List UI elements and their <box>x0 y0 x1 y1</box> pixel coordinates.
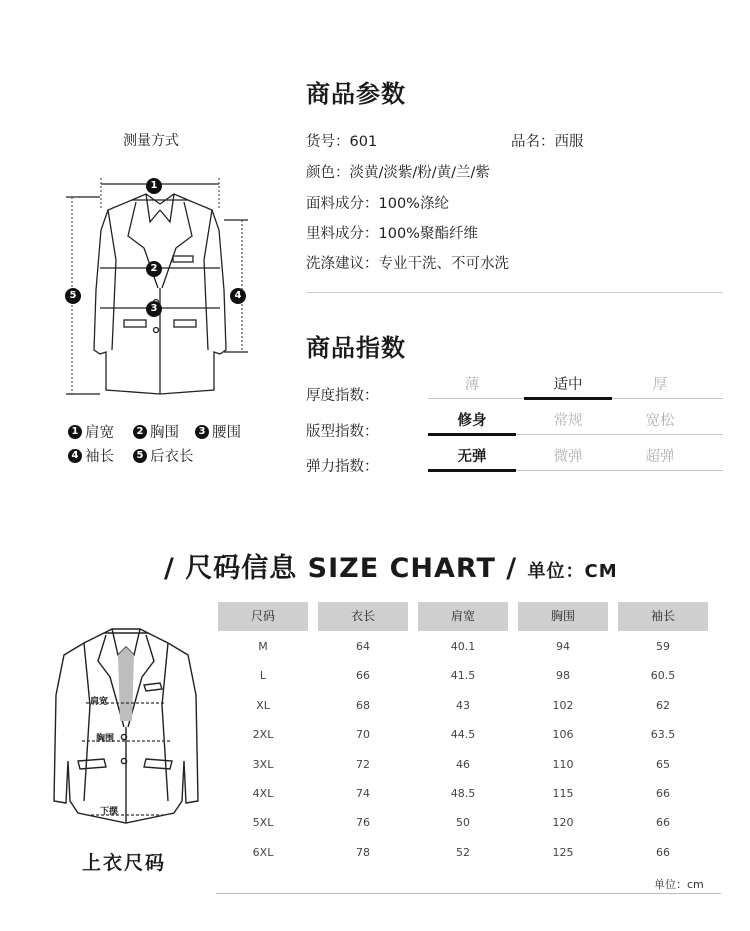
marker-chest: 2 <box>146 261 162 277</box>
item-fabric: 面料成分：100%涤纶 <box>306 196 449 212</box>
index-selected-bar <box>428 469 516 472</box>
table-cell: 66 <box>356 669 370 683</box>
legend-number: 5 <box>133 449 147 463</box>
item-number: 货号：601 <box>306 134 378 150</box>
table-header-cell: 衣长 <box>318 602 408 631</box>
index-title: 商品指数 <box>306 334 406 362</box>
marker-sleeve: 4 <box>230 288 246 304</box>
table-cell: 66 <box>656 845 670 859</box>
table-cell: 50 <box>456 816 470 830</box>
size-chart-title <box>164 546 618 585</box>
legend-item-back-length <box>133 445 194 466</box>
table-unit-note: 单位：cm <box>654 878 704 891</box>
table-cell: M <box>258 640 268 653</box>
jacket-label-chest: 胸围 <box>96 734 115 744</box>
table-cell: 98 <box>556 669 570 683</box>
legend-number: 1 <box>68 425 82 439</box>
legend-number: 3 <box>195 425 209 439</box>
index-option: 常规 <box>553 413 583 429</box>
legend-number: 4 <box>68 449 82 463</box>
index-label-stretch: 弹力指数： <box>306 459 379 475</box>
table-cell: 43 <box>456 698 470 712</box>
table-cell: 64 <box>356 640 370 653</box>
jacket-label-shoulder: 肩宽 <box>90 697 109 707</box>
table-cell: 40.1 <box>450 640 476 653</box>
table-cell: 66 <box>656 787 670 800</box>
table-cell: 115 <box>552 787 574 800</box>
measure-suit-illustration <box>60 170 260 405</box>
size-jacket-illustration <box>48 625 204 830</box>
jacket-caption: 上衣尺码 <box>82 852 167 874</box>
table-cell: 106 <box>552 728 574 742</box>
table-cell: 63.5 <box>650 728 676 742</box>
table-cell: 72 <box>356 757 370 771</box>
params-title: 商品参数 <box>306 80 406 108</box>
table-cell: 94 <box>556 640 570 653</box>
item-name: 品名：西服 <box>511 134 584 150</box>
legend-label: 袖长 <box>85 449 114 465</box>
index-selected-bar <box>428 433 516 436</box>
index-option: 修身 <box>457 413 487 429</box>
marker-shoulder: 1 <box>146 178 162 194</box>
table-cell: 125 <box>552 845 574 859</box>
table-cell: 102 <box>552 698 574 712</box>
table-bottom-rule <box>216 893 721 894</box>
legend-item-shoulder <box>68 421 114 442</box>
table-cell: 5XL <box>252 816 274 830</box>
table-cell: 70 <box>356 728 370 742</box>
measure-title: 测量方式 <box>123 133 179 149</box>
table-cell: 52 <box>456 845 470 859</box>
params-divider <box>306 292 723 293</box>
table-cell: 60.5 <box>650 669 676 683</box>
table-cell: 65 <box>656 757 670 771</box>
legend-label: 腰围 <box>212 425 241 441</box>
legend-item-waist <box>195 421 241 442</box>
legend-label: 后衣长 <box>150 449 194 465</box>
item-color: 颜色：淡黄/淡紫/粉/黄/兰/紫 <box>306 165 490 181</box>
table-cell: 4XL <box>252 787 274 800</box>
index-label-fit: 版型指数： <box>306 424 379 440</box>
table-cell: 48.5 <box>450 787 476 800</box>
marker-waist: 3 <box>146 301 162 317</box>
index-label-thickness: 厚度指数： <box>306 388 379 404</box>
table-cell: XL <box>256 698 270 712</box>
table-cell: 3XL <box>252 757 274 771</box>
index-option: 宽松 <box>645 413 675 429</box>
table-cell: 44.5 <box>450 728 476 742</box>
index-option: 厚 <box>652 377 668 393</box>
index-option: 无弹 <box>457 449 487 465</box>
legend-label: 肩宽 <box>85 425 114 441</box>
legend-item-chest <box>133 421 179 442</box>
table-header-cell: 尺码 <box>218 602 308 631</box>
legend-label: 胸围 <box>150 425 179 441</box>
table-header-cell: 胸围 <box>518 602 608 631</box>
marker-back-length: 5 <box>65 288 81 304</box>
jacket-label-hem: 下摆 <box>100 807 119 817</box>
index-option: 适中 <box>553 377 583 393</box>
table-cell: 6XL <box>252 845 274 859</box>
table-cell: L <box>259 669 267 683</box>
table-cell: 46 <box>456 757 470 771</box>
table-header-cell: 袖长 <box>618 602 708 631</box>
item-wash: 洗涤建议：专业干洗、不可水洗 <box>306 256 509 272</box>
table-cell: 59 <box>656 640 670 653</box>
table-cell: 120 <box>552 816 574 830</box>
legend-number: 2 <box>133 425 147 439</box>
size-chart-unit: 单位：CM <box>527 561 618 582</box>
table-cell: 74 <box>356 787 370 800</box>
index-selected-bar <box>524 397 612 400</box>
table-cell: 78 <box>356 845 370 859</box>
table-cell: 62 <box>656 698 670 712</box>
table-cell: 2XL <box>252 728 274 742</box>
size-chart-heading: / 尺码信息 SIZE CHART / <box>164 553 518 584</box>
table-cell: 41.5 <box>450 669 476 683</box>
legend-item-sleeve <box>68 445 114 466</box>
table-cell: 68 <box>356 698 370 712</box>
table-cell: 110 <box>552 757 574 771</box>
table-cell: 76 <box>356 816 370 830</box>
index-option: 超弹 <box>645 449 675 465</box>
item-lining: 里料成分：100%聚酯纤维 <box>306 226 478 242</box>
index-option: 微弹 <box>553 449 583 465</box>
table-header-cell: 肩宽 <box>418 602 508 631</box>
table-cell: 66 <box>656 816 670 830</box>
index-option: 薄 <box>464 377 480 393</box>
